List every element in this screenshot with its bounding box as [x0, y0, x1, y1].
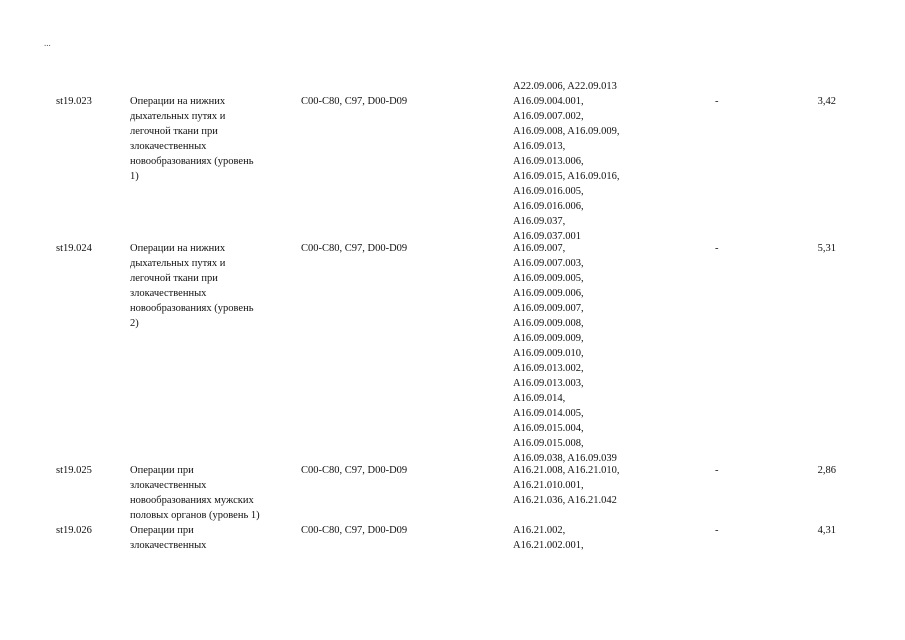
service-code: A16.09.015.008, [513, 438, 584, 449]
service-code: A16.09.007, [513, 243, 566, 254]
service-code: A16.09.037.001 [513, 231, 581, 242]
row-name-line: дыхательных путях и [130, 111, 226, 122]
service-code: A16.21.036, A16.21.042 [513, 495, 617, 506]
row-name-line: легочной ткани при [130, 273, 218, 284]
service-code: A16.09.009.008, [513, 318, 584, 329]
row-name [130, 523, 300, 553]
service-code: A16.09.016.005, [513, 186, 584, 197]
row-name-line: Операции на нижних [130, 96, 226, 107]
row-diagnoses: C00-C80, C97, D00-D09 [301, 243, 408, 254]
service-code: A16.09.008, A16.09.009, [513, 126, 620, 137]
row-name-line: половых органов (уровень 1) [130, 510, 260, 521]
row-name [130, 241, 300, 331]
service-code: A16.09.007.003, [513, 258, 584, 269]
service-code: A16.21.002, [513, 525, 566, 536]
row-code: st19.023 [56, 96, 92, 107]
service-code: A16.09.007.002, [513, 111, 584, 122]
row-name-line: Операции на нижних [130, 243, 226, 254]
service-code: A16.09.013.006, [513, 156, 584, 167]
service-code: A16.09.013, [513, 141, 566, 152]
service-code: A16.09.009.007, [513, 303, 584, 314]
service-code: A16.09.014, [513, 393, 566, 404]
service-code: A16.09.037, [513, 216, 566, 227]
row-name-line: злокачественных [130, 540, 207, 551]
row-extra-criteria: - [715, 465, 719, 476]
row-name-line: злокачественных [130, 480, 207, 491]
row-name [130, 463, 300, 523]
service-code: A16.09.009.009, [513, 333, 584, 344]
service-code: A16.09.015.004, [513, 423, 584, 434]
service-code: A16.09.015, A16.09.016, [513, 171, 620, 182]
row-extra-criteria: - [715, 243, 719, 254]
row-coefficient: 5,31 [817, 243, 836, 254]
row-extra-criteria: - [715, 525, 719, 536]
service-code: A16.21.010.001, [513, 480, 584, 491]
service-code: A16.09.014.005, [513, 408, 584, 419]
row-coefficient: 3,42 [817, 96, 836, 107]
service-code: A16.21.002.001, [513, 540, 584, 551]
row-name-line: 2) [130, 318, 139, 329]
row-name-line: 1) [130, 171, 139, 182]
service-code: A16.09.004.001, [513, 96, 584, 107]
service-code: A16.09.009.006, [513, 288, 584, 299]
row-services [513, 94, 663, 244]
row-services [513, 241, 663, 466]
service-code: A16.09.009.010, [513, 348, 584, 359]
row-coefficient: 2,86 [817, 465, 836, 476]
row-services [513, 463, 663, 508]
service-code: A16.21.008, A16.21.010, [513, 465, 620, 476]
row-coefficient: 4,31 [817, 525, 836, 536]
row-name-line: злокачественных [130, 288, 207, 299]
row-diagnoses: C00-C80, C97, D00-D09 [301, 96, 408, 107]
row-name-line: Операции при [130, 465, 194, 476]
row-name-line: Операции при [130, 525, 194, 536]
service-code: A16.09.009.005, [513, 273, 584, 284]
row-name-line: новообразованиях (уровень [130, 303, 254, 314]
service-code: A16.09.016.006, [513, 201, 584, 212]
service-code: A16.09.013.002, [513, 363, 584, 374]
row-code: st19.026 [56, 525, 92, 536]
row-name-line: новообразованиях мужских [130, 495, 254, 506]
row-diagnoses: C00-C80, C97, D00-D09 [301, 465, 408, 476]
row-services [513, 523, 663, 553]
row-code: st19.025 [56, 465, 92, 476]
row-name-line: дыхательных путях и [130, 258, 226, 269]
row-code: st19.024 [56, 243, 92, 254]
row-extra-criteria: - [715, 96, 719, 107]
row-name-line: злокачественных [130, 141, 207, 152]
service-code: A16.09.013.003, [513, 378, 584, 389]
row-name-line: легочной ткани при [130, 126, 218, 137]
service-code: A16.09.038, A16.09.039 [513, 453, 617, 464]
row-diagnoses: C00-C80, C97, D00-D09 [301, 525, 408, 536]
page-marker: ... [44, 38, 51, 48]
row-name [130, 94, 300, 184]
row-name-line: новообразованиях (уровень [130, 156, 254, 167]
previous-row-services-tail: A22.09.006, A22.09.013 [513, 81, 617, 92]
